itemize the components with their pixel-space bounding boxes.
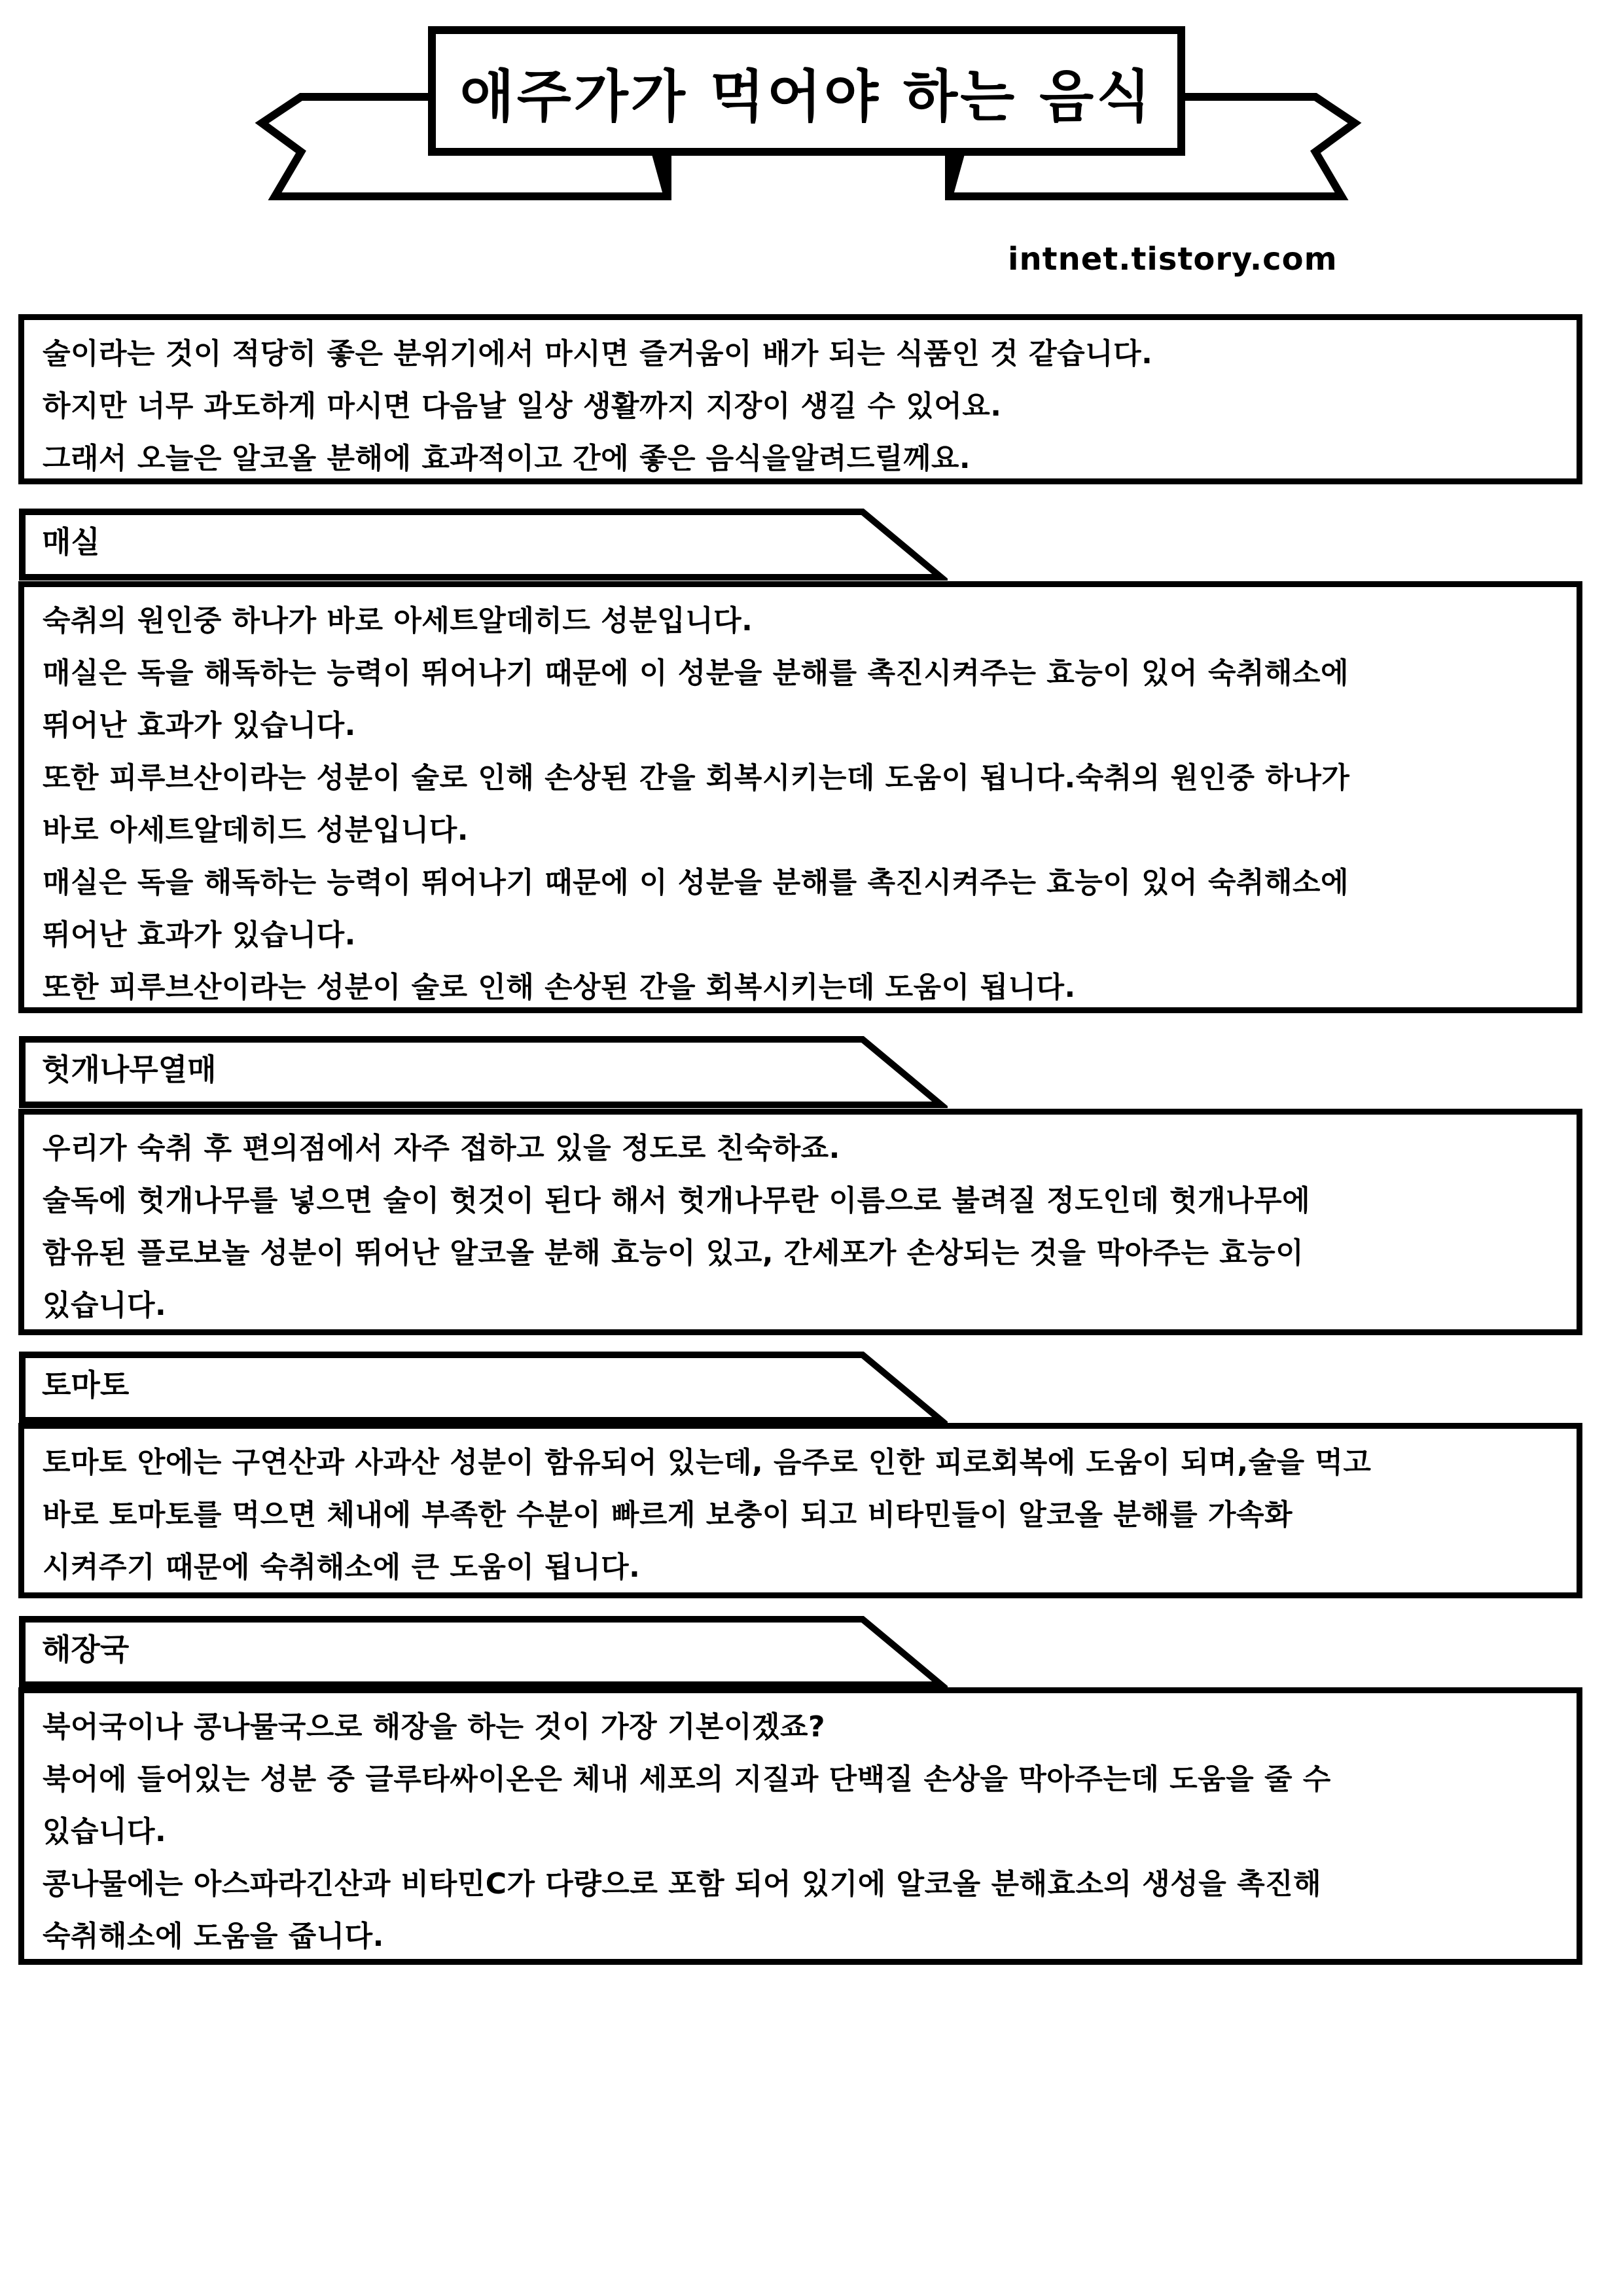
section-box-tomato [18, 1423, 1582, 1598]
section-line: 매실은 독을 해독하는 능력이 뛰어나기 때문에 이 성분을 분해를 촉진시켜주는 효능이 있어 숙취해소에 [43, 866, 1349, 899]
section-box-maesil [18, 581, 1582, 1013]
section-line: 뛰어난 효과가 있습니다. [43, 918, 356, 952]
section-line: 우리가 숙취 후 편의점에서 자주 접하고 있을 정도로 친숙하죠. [43, 1132, 840, 1165]
section-title: 매실 [42, 524, 100, 560]
page-title: 애주가가 먹어야 하는 음식 [459, 64, 1154, 130]
section-line: 매실은 독을 해독하는 능력이 뛰어나기 때문에 이 성분을 분해를 촉진시켜주는 효능이 있어 숙취해소에 [43, 656, 1349, 690]
section-line: 북어에 들어있는 성분 중 글루타싸이온은 체내 세포의 지질과 단백질 손상을 막아주는데 도움을 줄 수 [43, 1763, 1331, 1796]
section-line: 토마토 안에는 구연산과 사과산 성분이 함유되어 있는데, 음주로 인한 피로회복에 도움이 되며,술을 먹고 [43, 1446, 1372, 1479]
section-tab-hutgae [18, 1035, 948, 1109]
section-line: 뛰어난 효과가 있습니다. [43, 709, 356, 742]
section-line: 있습니다. [43, 1815, 167, 1848]
section-line: 바로 아세트알데히드 성분입니다. [43, 814, 469, 847]
section-line: 술독에 헛개나무를 넣으면 술이 헛것이 된다 해서 헛개나무란 이름으로 불려질 정도인데 헛개나무에 [43, 1184, 1311, 1217]
section-line: 시켜주기 때문에 숙취해소에 큰 도움이 됩니다. [43, 1551, 641, 1584]
intro-line: 하지만 너무 과도하게 마시면 다음날 일상 생활까지 지장이 생길 수 있어요. [43, 389, 1002, 423]
section-line: 북어국이나 콩나물국으로 해장을 하는 것이 가장 기본이겠죠? [43, 1710, 826, 1744]
intro-line: 그래서 오늘은 알코올 분해에 효과적이고 간에 좋은 음식을알려드릴께요. [43, 442, 971, 475]
section-line: 함유된 플로보놀 성분이 뛰어난 알코올 분해 효능이 있고, 간세포가 손상되는 것을 막아주는 효능이 [43, 1236, 1304, 1270]
section-line: 숙취의 원인중 하나가 바로 아세트알데히드 성분입니다. [43, 604, 753, 637]
site-url: intnet.tistory.com [1008, 241, 1338, 278]
section-line: 바로 토마토를 먹으면 체내에 부족한 수분이 빠르게 보충이 되고 비타민들이 알코올 분해를 가속화 [43, 1498, 1293, 1532]
section-title: 해장국 [42, 1632, 130, 1667]
section-tab-tomato [18, 1351, 948, 1424]
section-tab-maesil [18, 508, 948, 581]
section-line: 있습니다. [43, 1289, 167, 1322]
section-tab-haejangguk [18, 1615, 948, 1689]
section-title: 토마토 [42, 1367, 130, 1403]
section-line: 또한 피루브산이라는 성분이 술로 인해 손상된 간을 회복시키는데 도움이 됩니다. [43, 971, 1076, 1004]
section-line: 숙취해소에 도움을 줍니다. [43, 1920, 384, 1953]
section-line: 또한 피루브산이라는 성분이 술로 인해 손상된 간을 회복시키는데 도움이 됩니다.숙취의 원인중 하나가 [43, 761, 1350, 795]
section-title: 헛개나무열매 [42, 1052, 217, 1087]
intro-line: 술이라는 것이 적당히 좋은 분위기에서 마시면 즐거움이 배가 되는 식품인 것 같습니다. [43, 337, 1153, 370]
section-line: 콩나물에는 아스파라긴산과 비타민C가 다량으로 포함 되어 있기에 알코올 분해효소의 생성을 촉진해 [43, 1867, 1322, 1901]
intro-box [18, 314, 1582, 484]
section-box-hutgae [18, 1109, 1582, 1335]
section-box-haejangguk [18, 1687, 1582, 1965]
